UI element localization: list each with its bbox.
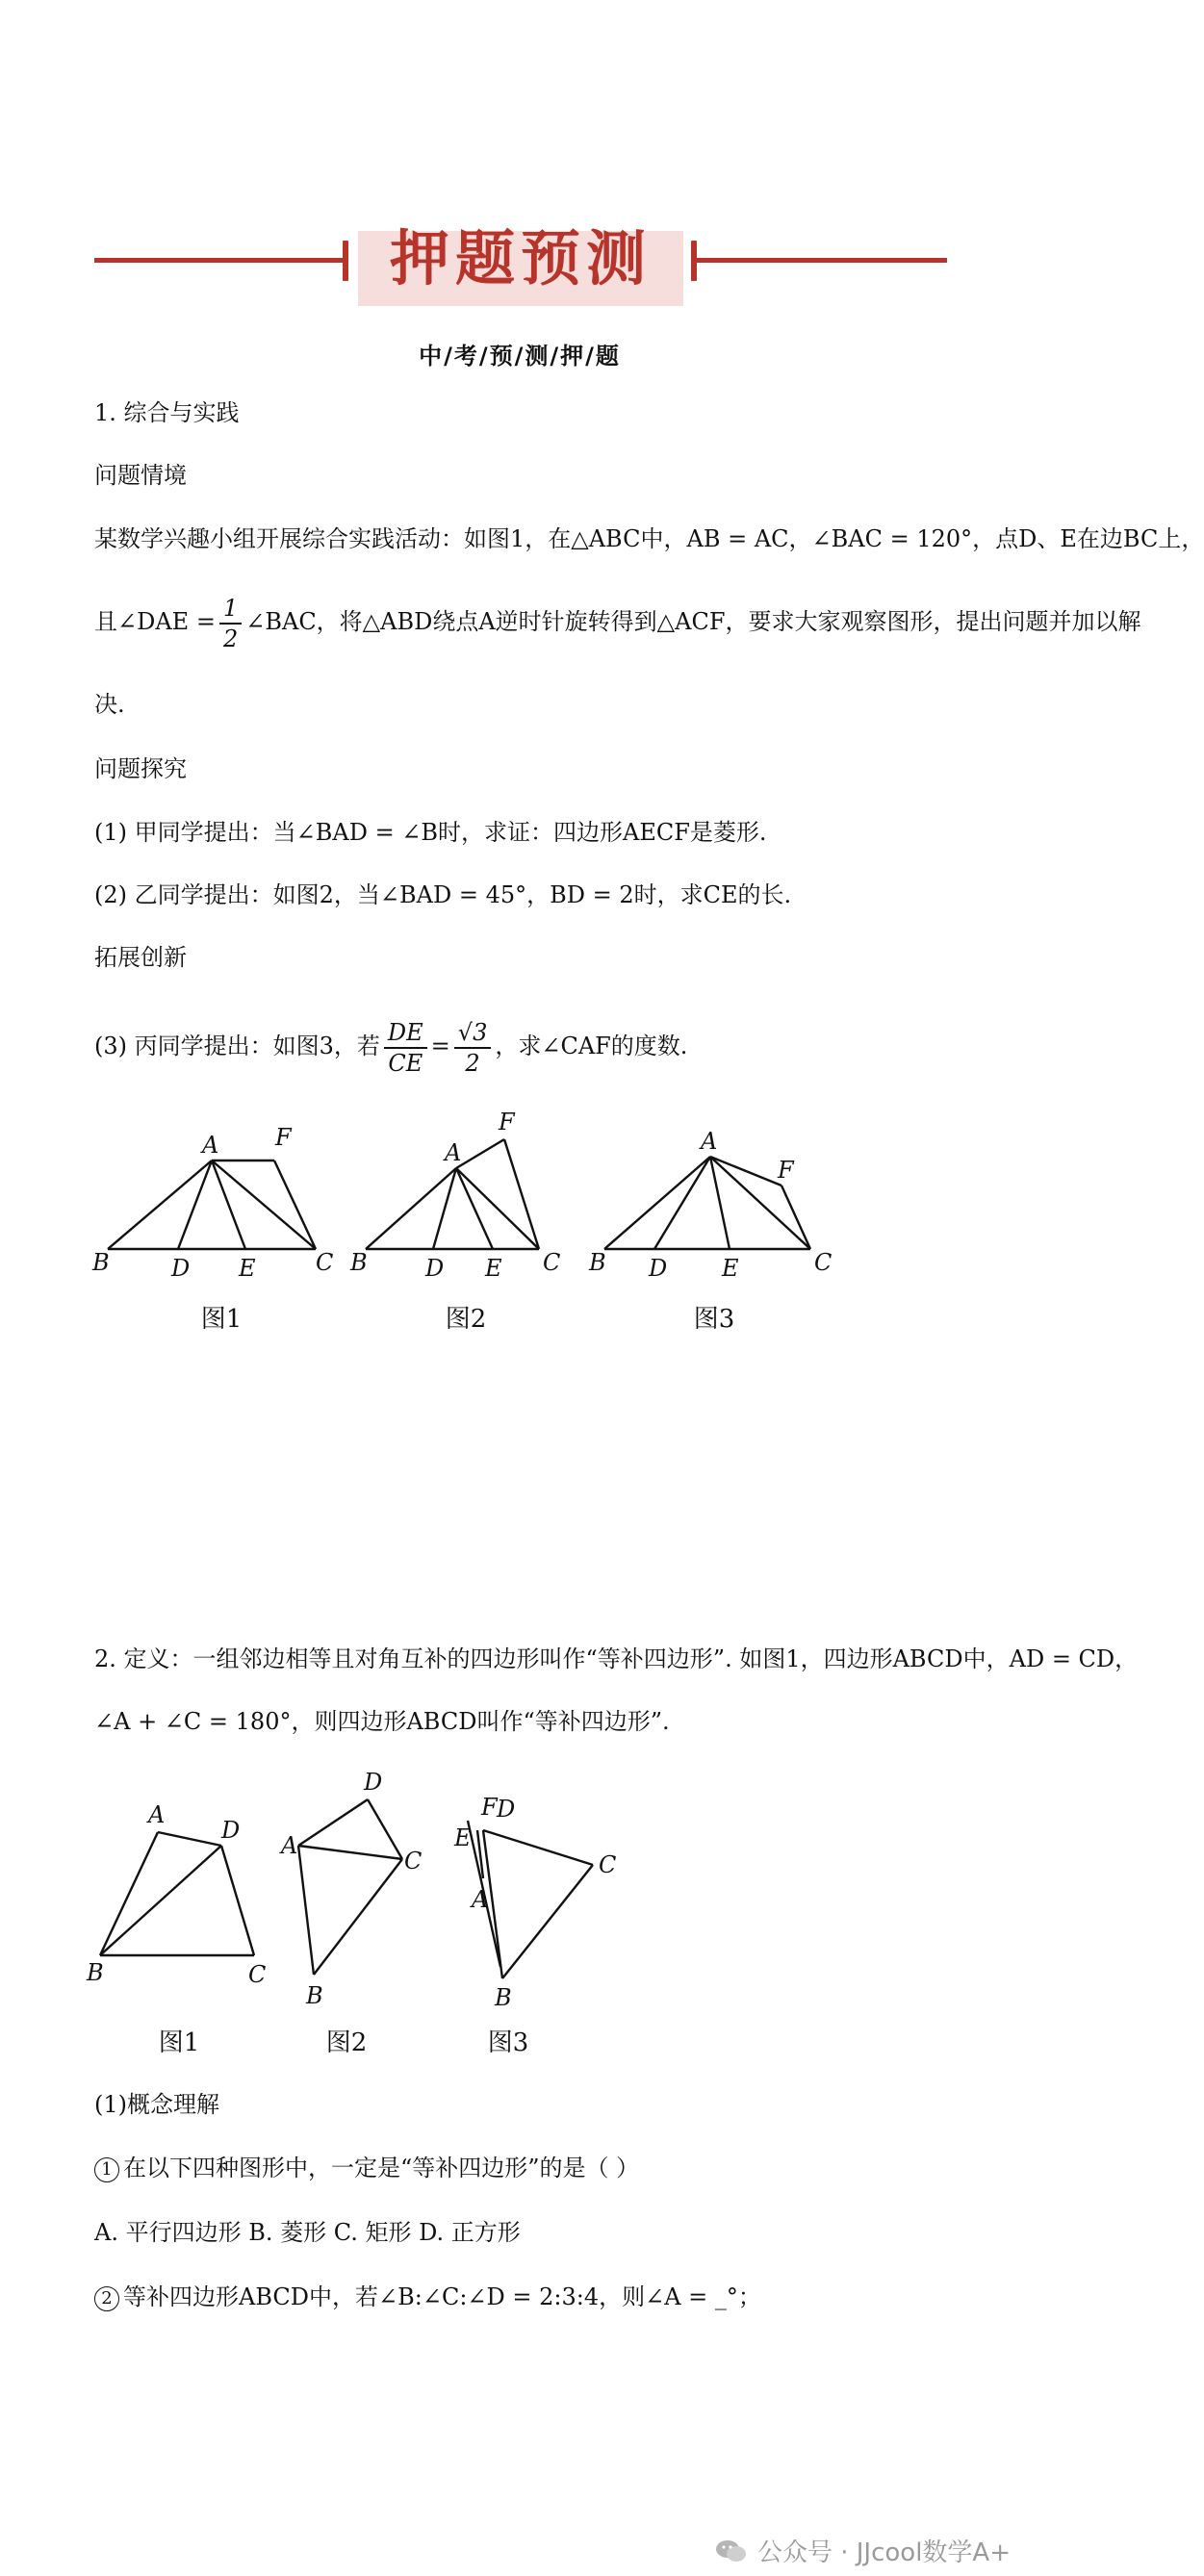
problem1-line2 — [94, 589, 1140, 654]
circled-number-2: 2 — [94, 2286, 119, 2311]
page-subtitle: 中/考/预/测/押/题 — [419, 343, 621, 370]
p2-fig3-label-d: D — [497, 1796, 516, 1823]
problem2-concept-label: (1)概念理解 — [94, 2091, 219, 2118]
watermark — [715, 2533, 1011, 2568]
p2-fig1-label-a: A — [148, 1801, 166, 1828]
fraction-one-half — [219, 594, 242, 653]
problem2-line1: 2. 定义：一组邻边相等且对角互补的四边形叫作“等补四边形”. 如图1，四边形ABCD中，AD = CD， — [94, 1645, 1139, 1672]
header-rule-right — [697, 258, 947, 263]
watermark-text: 公众号 · JJcool数学A+ — [756, 2538, 1011, 2567]
problem1-q3-post: ，求∠CAF的度数. — [495, 1033, 688, 1059]
p1-fig1-label-c: C — [316, 1249, 334, 1276]
wechat-icon — [715, 2538, 748, 2563]
p1-fig3-label-d: D — [649, 1255, 668, 1282]
p1-fig2-label-f: F — [499, 1109, 515, 1135]
p2-fig3-label-a: A — [472, 1886, 489, 1913]
problem2-item2 — [94, 2281, 761, 2313]
p2-figure1-lines — [100, 1832, 254, 1955]
circled-number-1: 1 — [94, 2157, 119, 2182]
problem1-extend-label: 拓展创新 — [94, 944, 187, 971]
fraction-denominator: CE — [388, 1049, 423, 1077]
p1-fig3-label-f: F — [778, 1157, 794, 1184]
p2-fig3-label-c: C — [599, 1851, 617, 1878]
p2-fig1-label-d: D — [221, 1817, 241, 1844]
problem1-line2-post: ∠BAC，将△ABD绕点A逆时针旋转得到△ACF，要求大家观察图形，提出问题并加以解 — [245, 608, 1141, 635]
p2-figure2-lines — [298, 1799, 402, 1975]
p1-fig3-label-a: A — [701, 1128, 718, 1155]
fraction-sqrt3-over-2 — [454, 1018, 492, 1078]
fraction-denominator: 2 — [465, 1049, 480, 1077]
problem1-line3: 决. — [94, 691, 125, 718]
p1-fig1-label-b: B — [92, 1249, 110, 1276]
p1-fig2-label-a: A — [445, 1139, 462, 1166]
p1-fig1-label-f: F — [275, 1124, 292, 1151]
problem2-options: A. 平行四边形 B. 菱形 C. 矩形 D. 正方形 — [94, 2219, 521, 2246]
problem1-situation-label: 问题情境 — [94, 462, 187, 489]
problem1-explore-label: 问题探究 — [94, 755, 187, 782]
problem1-line1: 某数学兴趣小组开展综合实践活动：如图1，在△ABC中，AB = AC，∠BAC = 120°，点D、E在边BC上， — [94, 525, 1204, 552]
p2-fig3-label-b: B — [495, 1984, 512, 2011]
p1-fig1-label-d: D — [171, 1255, 191, 1282]
p2-fig2-label-a: A — [281, 1832, 298, 1859]
p2-fig3-label-e: E — [454, 1824, 472, 1851]
problem2-figures — [77, 1751, 654, 2011]
p2-fig2-label-c: C — [404, 1848, 423, 1875]
problem2-item2-text: 等补四边形ABCD中，若∠B:∠C:∠D = 2:3:4，则∠A = _°； — [123, 2283, 761, 2310]
page-title: 押题预测 — [389, 223, 652, 293]
fraction-numerator: √3 — [454, 1018, 492, 1049]
p1-fig2-label-b: B — [350, 1249, 368, 1276]
problem1-line2-pre: 且∠DAE = — [94, 608, 216, 635]
problem1-question3: (3) 丙同学提出：如图3，若 $\frac{DE}{CE}$ = $\frac{√3}{2}$ ，求∠CAF的度数. — [94, 1018, 688, 1077]
p1-fig3-label-c: C — [814, 1249, 833, 1276]
p1-fig2-label-e: E — [485, 1255, 502, 1282]
fraction-denominator: 2 — [222, 625, 239, 652]
problem2-item1-text: 在以下四种图形中，一定是“等补四边形”的是（ ） — [123, 2155, 640, 2181]
p1-fig1-label-e: E — [239, 1255, 256, 1282]
p2-fig2-label-d: D — [364, 1769, 383, 1796]
p2-fig2-label-b: B — [306, 1982, 323, 2009]
p1-fig2-caption: 图2 — [445, 1305, 487, 1334]
p2-fig1-label-b: B — [87, 1959, 104, 1986]
fraction-de-over-ce — [384, 1018, 427, 1078]
p2-fig1-caption: 图1 — [158, 2028, 200, 2057]
problem2-item1 — [94, 2152, 639, 2184]
p1-figure1-lines — [108, 1160, 316, 1249]
p2-fig3-caption: 图3 — [487, 2028, 529, 2057]
fraction-numerator: DE — [384, 1018, 427, 1049]
problem1-q3-pre: (3) 丙同学提出：如图3，若 — [94, 1033, 380, 1059]
p1-fig3-label-e: E — [722, 1255, 739, 1282]
problem1-question1: (1) 甲同学提出：当∠BAD = ∠B时，求证：四边形AECF是菱形. — [94, 819, 767, 846]
header-rule-left — [94, 258, 346, 263]
problem1-question2: (2) 乙同学提出：如图2，当∠BAD = 45°，BD = 2时，求CE的长. — [94, 881, 792, 908]
problem1-figures — [87, 1107, 837, 1299]
p1-fig2-label-c: C — [543, 1249, 561, 1276]
problem1-heading: 1. 综合与实践 — [94, 399, 240, 426]
p2-fig3-label-f: F — [481, 1794, 498, 1821]
p1-fig3-label-b: B — [589, 1249, 606, 1276]
problem2-line2: ∠A + ∠C = 180°，则四边形ABCD叫作“等补四边形”. — [94, 1708, 670, 1735]
p2-fig2-caption: 图2 — [325, 2028, 368, 2057]
p1-fig3-caption: 图3 — [693, 1305, 735, 1334]
p1-fig1-label-a: A — [202, 1132, 219, 1159]
p1-fig2-label-d: D — [425, 1255, 445, 1282]
p2-fig1-label-c: C — [248, 1961, 267, 1988]
fraction-numerator: 1 — [219, 594, 242, 625]
header-bar-left — [343, 241, 348, 281]
p1-fig1-caption: 图1 — [200, 1305, 243, 1334]
